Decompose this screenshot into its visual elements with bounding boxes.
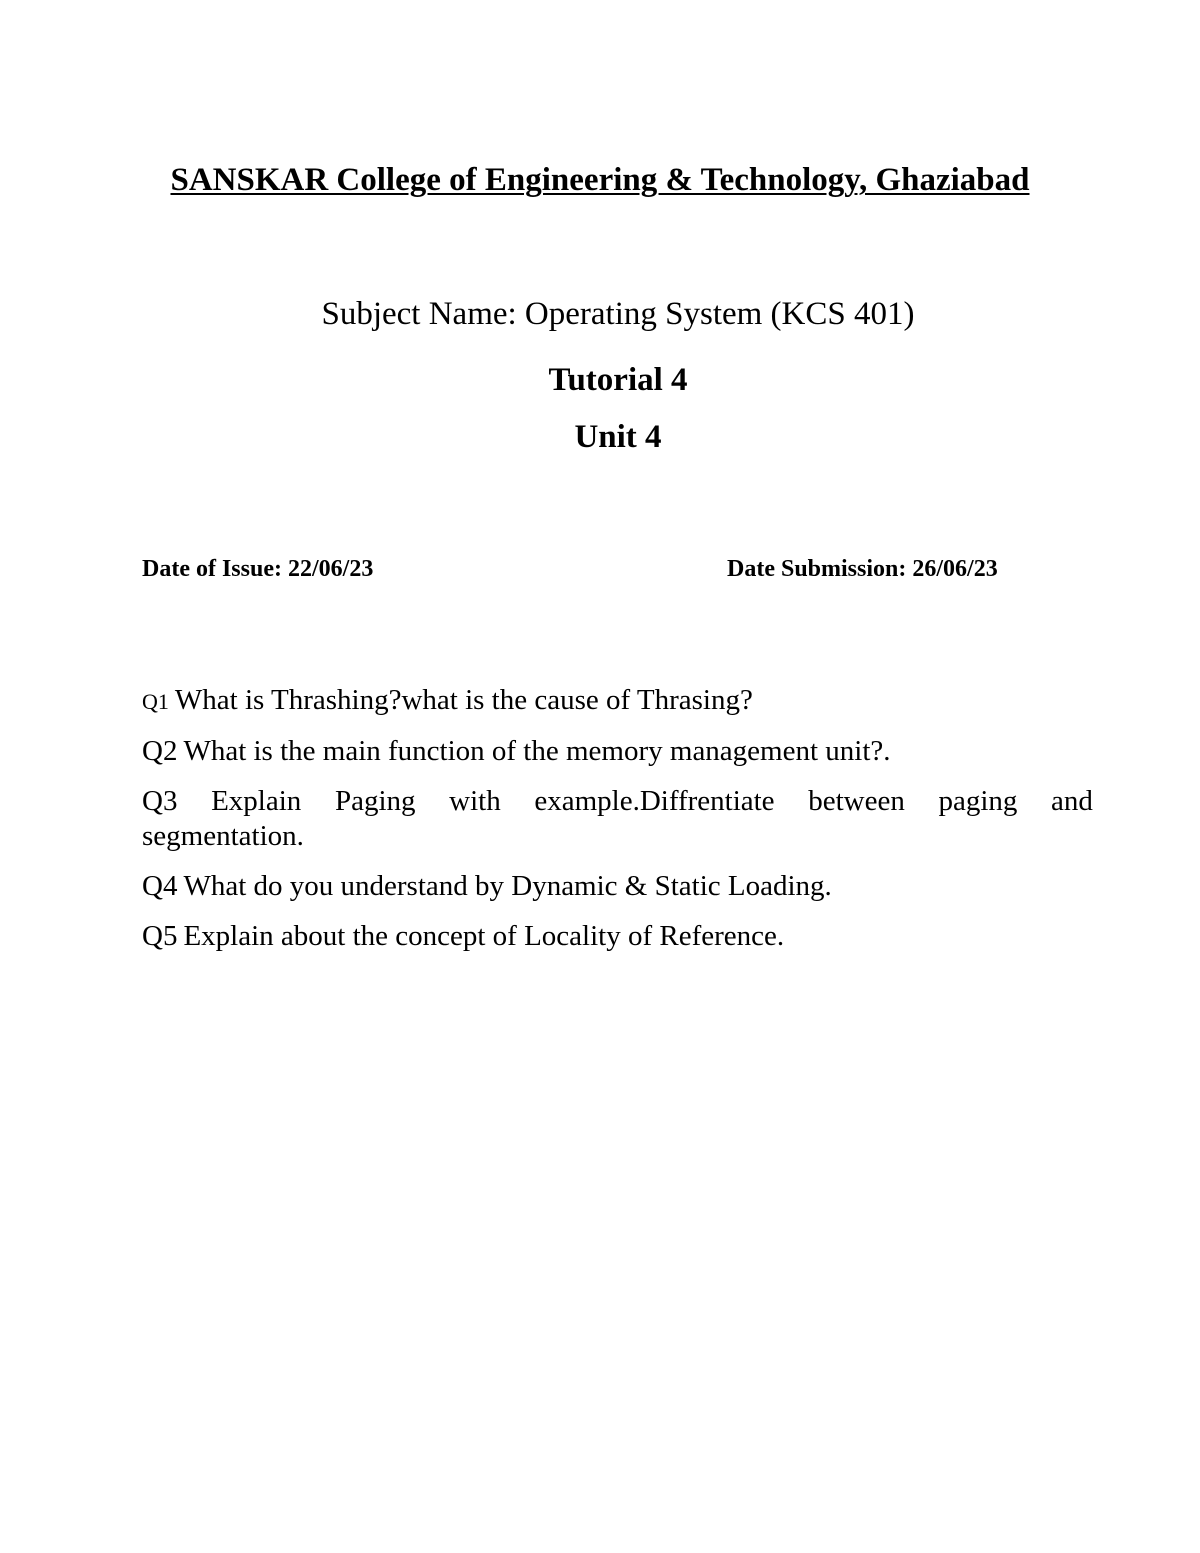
question-label: Q1 [142, 689, 169, 714]
question-word: Paging [334, 785, 416, 817]
question-label: Q3 [142, 785, 178, 817]
question-word: and [1051, 785, 1093, 817]
question-word: with [449, 785, 501, 817]
question-list [142, 683, 1093, 969]
question-continuation: segmentation. [142, 820, 304, 852]
question-5 [142, 919, 1093, 954]
question-2 [142, 734, 1093, 769]
question-1 [142, 683, 1093, 719]
question-label: Q2 [142, 735, 178, 767]
date-of-issue: Date of Issue: 22/06/23 [142, 556, 374, 582]
question-text: Explain about the concept of Locality of Reference. [183, 920, 785, 952]
question-line [142, 784, 1093, 819]
question-text: What do you understand by Dynamic & Static Loading. [183, 870, 832, 902]
question-word: Explain [211, 785, 302, 817]
question-word: paging [938, 785, 1018, 817]
institution-title: SANSKAR College of Engineering & Technology, Ghaziabad [170, 162, 1030, 198]
tutorial-number: Tutorial 4 [548, 362, 688, 398]
question-word: example.Diffrentiate [534, 785, 775, 817]
question-word: between [808, 785, 905, 817]
unit-number: Unit 4 [574, 419, 662, 455]
question-3 [142, 784, 1093, 854]
date-submission: Date Submission: 26/06/23 [727, 556, 998, 582]
question-text: What is Thrashing?what is the cause of Thrasing? [174, 684, 753, 716]
question-text: What is the main function of the memory management unit?. [183, 735, 891, 767]
question-label: Q5 [142, 920, 178, 952]
subject-name: Subject Name: Operating System (KCS 401) [321, 296, 915, 332]
question-label: Q4 [142, 870, 178, 902]
question-4 [142, 869, 1093, 904]
